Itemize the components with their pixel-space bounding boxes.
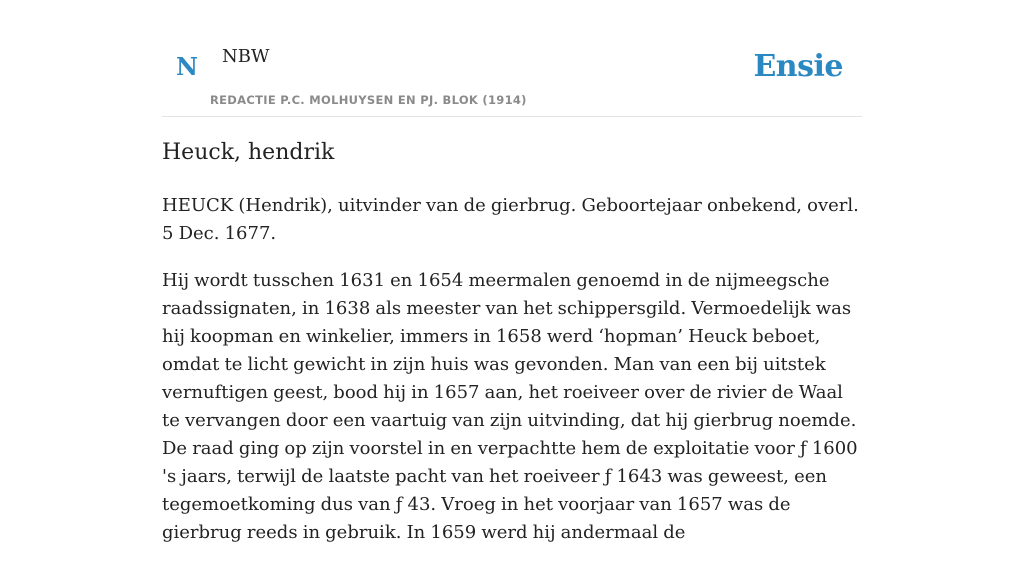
brand-logo[interactable]: Ensie [753,49,843,84]
article-body [162,192,862,566]
source-name[interactable]: NBW [222,46,270,67]
source-subtitle: REDACTIE P.C. MOLHUYSEN EN PJ. BLOK (1914) [210,93,527,107]
source-logo[interactable]: N [176,52,198,81]
article-paragraph: HEUCK (Hendrik), uitvinder van de gierbrug. Geboortejaar onbekend, overl. 5 Dec. 1677. [162,195,859,244]
article-paragraph: Hij wordt tusschen 1631 en 1654 meermalen genoemd in de nijmeegsche raadssignaten, in 1638 als meester van het schippersgild. Vermoedelijk was hij koopman en winkelier, immers in 1658 werd ‘hopman’ Heuck beboet, omdat te licht gewicht in zijn huis was gevonden. Man van een bij uitstek vernuftigen geest, bood hij in 1657 aan, het roeiveer over de rivier de Waal te vervangen door een vaartuig van zijn uitvinding, dat hij gierbrug noemde. De raad ging op zijn voorstel in en verpachtte hem de exploitatie voor ƒ 1600 's jaars, terwijl de laatste pacht van het roeiveer ƒ 1643 was geweest, een tegemoetkoming dus van ƒ 43. Vroeg in het voorjaar van 1657 was de gierbrug reeds in gebruik. In 1659 werd hij andermaal de [162,270,858,543]
page-title: Heuck, hendrik [162,140,335,165]
site-header [162,0,862,117]
